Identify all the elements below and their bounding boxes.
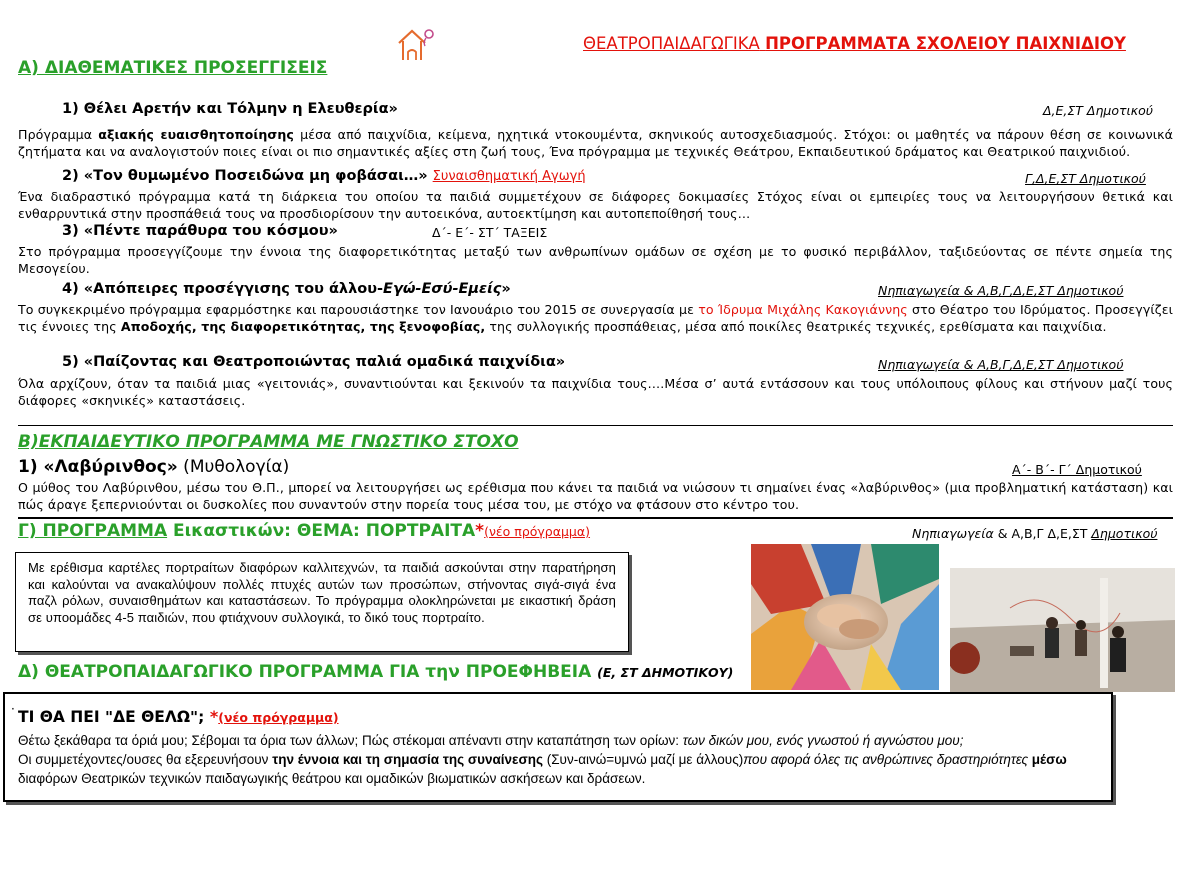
item-a4-desc-text: Το συγκεκριμένο πρόγραμμα εφαρμόστηκε και παρουσιάστηκε τον Ιανουάριο του 2015 σε συνεργασία με [18, 302, 699, 317]
portraits-description-box [15, 552, 629, 652]
item-b1-heading-bold: 1) «Λαβύρινθος» [18, 457, 178, 477]
item-a4-heading [62, 281, 511, 297]
item-a3-description: Στο πρόγραμμα προσεγγίζουμε την έννοια της διαφορετικότητας μεταξύ των ανθρωπίνων ομάδων σε σχέση με το φυσικό περιβάλλον, ταξιδεύοντας σε πέντε σημεία της Μεσογείου. [18, 244, 1173, 276]
section-c-new-tag: (νέο πρόγραμμα) [484, 524, 591, 539]
section-c-title [18, 521, 590, 541]
section-c-grades-c: Δημοτικού [1091, 526, 1158, 541]
item-b1-heading [18, 457, 289, 477]
item-a3-heading: 3) «Πέντε παράθυρα του κόσμου» [62, 223, 338, 239]
item-a4-heading-italic: Εγώ-Εσύ-Εμείς [383, 281, 502, 297]
consent-line2: Οι συμμετέχοντες/ουσες θα εξερευνήσουν [18, 752, 273, 767]
item-a5-description: Όλα αρχίζουν, όταν τα παιδιά μιας «γειτονιάς», συναντιούνται και ξεκινούν τα παιχνίδια τους.…Μέσα σ’ αυτά εντάσσουν και τους υπόλοιπους φίλους και στήνουν μαζί τους διάφορες «σκηνικές» καταστάσεις. [18, 376, 1173, 408]
consent-description [18, 731, 1108, 788]
section-d-title [18, 662, 733, 682]
item-a3-grades: Δ΄- Ε΄- ΣΤ΄ ΤΑΞΕΙΣ [432, 225, 548, 240]
item-a4-description [18, 301, 1173, 335]
section-b-title: Β)ΕΚΠΑΙΔΕΥΤΙΚΟ ΠΡΟΓΡΑΜΜΑ ΜΕ ΓΝΩΣΤΙΚΟ ΣΤΟΧΟ [18, 432, 519, 452]
item-a4-desc-bold: Αποδοχής, της διαφορετικότητας, της ξενοφοβίας, [120, 319, 486, 334]
item-a5-grades: Νηπιαγωγεία & Α,Β,Γ,Δ,Ε,ΣΤ Δημοτικού [878, 357, 1124, 372]
section-a-title: Α) ΔΙΑΘΕΜΑΤΙΚΕΣ ΠΡΟΣΕΓΓΙΣΕΙΣ [18, 58, 328, 78]
item-a1-heading: 1) Θέλει Αρετήν και Τόλμην η Ελευθερία» [62, 101, 398, 117]
item-a4-desc-rest: της συλλογικής προσπάθειας, μέσα από ποικίλες θεατρικές τεχνικές, ερεθίσματα και παιχνίδια. [485, 319, 1107, 334]
item-a1-grades: Δ,Ε,ΣΤ Δημοτικού [1043, 103, 1153, 118]
consent-star: * [204, 707, 219, 726]
item-a2-tag: Συναισθηματική Αγωγή [432, 169, 586, 184]
consent-line1: Θέτω ξεκάθαρα τα όριά μου; Σέβομαι τα όρια των άλλων; Πώς στέκομαι απέναντι στην καταπάτηση των ορίων: [18, 733, 683, 748]
item-a4-heading-end: » [501, 281, 511, 297]
children-in-gallery-photo [950, 568, 1175, 692]
item-b1-heading-normal: (Μυθολογία) [177, 457, 290, 477]
consent-heading [18, 707, 339, 726]
bullet-dot: · [11, 702, 15, 716]
consent-new-tag: (νέο πρόγραμμα) [218, 710, 339, 725]
item-a2-description: Ένα διαδραστικό πρόγραμμα κατά τη διάρκεια του οποίου τα παιδιά συμμετέχουν σε διάφορες δοκιμασίες Στόχος είναι οι εμπειρίες τους να λειτουργήσουν θετικά και ενθαρρυντικά στην προσπάθειά τους να προσδιορίσουν την αυτοεικόνα, αυτοεκτίμηση και αυτοπεποίθησή τους… [18, 189, 1173, 221]
item-a1-desc-bold: αξιακής ευαισθητοποίησης [98, 127, 294, 142]
section-d-title-text: Δ) ΘΕΑΤΡΟΠΑΙΔΑΓΩΓΙΚΟ ΠΡΟΓΡΑΜΜΑ ΓΙΑ την ΠΡΟΕΦΗΒΕΙΑ [18, 662, 592, 682]
item-a1-desc-text: Πρόγραμμα [18, 127, 99, 142]
consent-line2-through: μέσω [1028, 752, 1067, 767]
section-c-title-a: Γ) ΠΡΟΓΡΑΜΜΑ [18, 521, 168, 541]
item-a4-desc-foundation: το Ίδρυμα Μιχάλης Κακογιάννης [698, 302, 908, 317]
item-a1-description [18, 126, 1173, 160]
item-b1-grades: Α΄- Β΄- Γ΄ Δημοτικού [1012, 462, 1142, 477]
consent-heading-text: ΤΙ ΘΑ ΠΕΙ "ΔΕ ΘΕΛΩ"; [18, 708, 205, 726]
section-d-grades: (Ε, ΣΤ ΔΗΜΟΤΙΚΟΥ) [597, 665, 734, 680]
consent-line1-italic: των δικών μου, ενός γνωστού ή αγνώστου μου; [682, 733, 964, 748]
section-c-grades-b: & Α,Β,Γ Δ,Ε,ΣΤ [993, 526, 1092, 541]
page-title-part2: ΠΡΟΓΡΑΜΜΑΤΑ ΣΧΟΛΕΙΟΥ ΠΑΙΧΝΙΔΙΟΥ [765, 34, 1126, 53]
section-c-grades [912, 526, 1157, 541]
consent-program-box [3, 692, 1113, 802]
section-c-title-b: Εικαστικών: ΘΕΜΑ: ΠΟΡΤΡΑΙΤΑ [167, 521, 476, 541]
item-a4-desc-mid: στο Θέατρο του Ιδρύματος. Προσεγγίζει τις έννοιες της [18, 302, 1173, 334]
section-c-grades-a: Νηπιαγωγεία [912, 526, 994, 541]
consent-line2-paren: (Συν-αινώ=υμνώ μαζί με άλλους) [542, 752, 744, 767]
consent-line2-bold: την έννοια και τη σημασία της συναίνεσης [272, 752, 543, 767]
portraits-description: Με ερέθισμα καρτέλες πορτραίτων διαφόρων καλλιτεχνών, τα παιδιά ασκούνται στην παρατήρηση και καλούνται να ανακαλύψουν πολλές πτυχές αυτών των προσώπων, στήνοντας σιγά-σιγά ένα παζλ ρόλων, συναισθημάτων και καταστάσεων. Το πρόγραμμα ολοκληρώνεται με εικαστική δράση σε υποομάδες 4-5 παιδιών, που φτιάχνουν συλλογικά, το δικό τους πορτραίτο. [28, 560, 616, 625]
item-a4-heading-text: 4) «Απόπειρες προσέγγισης του άλλου- [62, 281, 384, 297]
item-a5-heading: 5) «Παίζοντας και Θεατροποιώντας παλιά ομαδικά παιχνίδια» [62, 354, 566, 370]
item-b1-description: Ο μύθος του Λαβύρινθου, μέσω του Θ.Π., μπορεί να λειτουργήσει ως ερέθισμα που κάνει τα παιδιά να νιώσουν τι σημαίνει ένας «λαβύρινθος» (μια προβληματική κατάσταση) και πώς άραγε ξεπερνιούνται οι δυσκολίες που συναντούν στην πορεία τους μέσα του, με στόχο να φτάσουν στο κέντρο του. [18, 480, 1173, 512]
item-a2-heading-text: 2) «Τον θυμωμένο Ποσειδώνα μη φοβάσαι…» [62, 168, 428, 184]
divider-line [18, 425, 1173, 426]
divider-line-b [18, 517, 1173, 519]
consent-line2-italic: που αφορά όλες τις ανθρώπινες δραστηριότητες [743, 752, 1029, 767]
item-a4-grades: Νηπιαγωγεία & Α,Β,Γ,Δ,Ε,ΣΤ Δημοτικού [878, 283, 1124, 298]
item-a1-desc-rest: μέσα από παιχνίδια, κείμενα, ηχητικά ντοκουμέντα, σκηνικούς αυτοσχεδιασμούς. Στόχοι: οι μαθητές να πάρουν θέση σε κοινωνικά ζητήματα και να αναλογιστούν ποιες είναι οι πιο σημαντικές αξίες στη ζωή τους, Ένα πρόγραμμα με τεχνικές Θεάτρου, Εκπαιδευτικού δράματος και Θεατρικού παιχνιδιού. [18, 127, 1173, 159]
consent-line2-rest: διαφόρων Θεατρικών τεχνικών παιδαγωγικής θεάτρου και ομαδικών βιωματικών ασκήσεων και δράσεων. [18, 771, 646, 786]
hands-stacked-photo [751, 544, 939, 690]
item-a2-heading [62, 168, 586, 184]
page-title [583, 34, 1126, 53]
house-logo-icon [393, 26, 437, 64]
page-title-part1: ΘΕΑΤΡΟΠΑΙΔΑΓΩΓΙΚΑ [583, 34, 760, 53]
item-a2-grades: Γ,Δ,Ε,ΣΤ Δημοτικού [1025, 171, 1146, 186]
section-c-star: * [475, 521, 485, 541]
